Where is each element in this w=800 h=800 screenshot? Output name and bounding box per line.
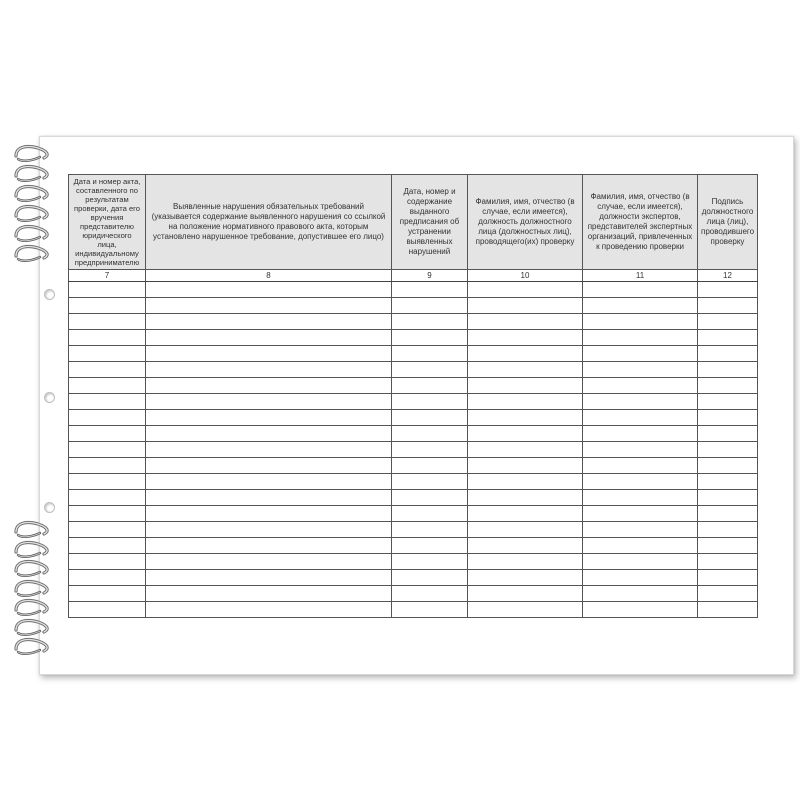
table-cell[interactable] (468, 474, 583, 490)
table-cell[interactable] (146, 586, 392, 602)
table-cell[interactable] (583, 554, 698, 570)
table-cell[interactable] (146, 330, 392, 346)
table-cell[interactable] (392, 442, 468, 458)
table-cell[interactable] (392, 298, 468, 314)
table-cell[interactable] (698, 330, 758, 346)
punch-hole (44, 289, 55, 300)
table-row (69, 586, 758, 602)
column-number: 7 (69, 270, 146, 282)
table-cell[interactable] (583, 602, 698, 618)
table-cell[interactable] (146, 298, 392, 314)
column-number-row (69, 270, 758, 282)
table-row (69, 394, 758, 410)
column-number: 11 (583, 270, 698, 282)
table-cell[interactable] (583, 410, 698, 426)
table-row (69, 458, 758, 474)
table-cell[interactable] (392, 410, 468, 426)
table-cell[interactable] (468, 378, 583, 394)
table-cell[interactable] (698, 442, 758, 458)
table-cell[interactable] (146, 474, 392, 490)
table-cell[interactable] (468, 538, 583, 554)
table-cell[interactable] (698, 282, 758, 298)
table-cell[interactable] (698, 554, 758, 570)
table-cell[interactable] (468, 314, 583, 330)
table-cell[interactable] (69, 586, 146, 602)
table-cell[interactable] (583, 330, 698, 346)
table-cell[interactable] (468, 410, 583, 426)
table-cell[interactable] (698, 490, 758, 506)
table-cell[interactable] (69, 458, 146, 474)
table-cell[interactable] (392, 282, 468, 298)
table-cell[interactable] (698, 538, 758, 554)
table-row (69, 490, 758, 506)
table-row (69, 602, 758, 618)
table-cell[interactable] (69, 378, 146, 394)
table-cell[interactable] (468, 586, 583, 602)
table-cell[interactable] (468, 602, 583, 618)
table-cell[interactable] (583, 394, 698, 410)
table-cell[interactable] (146, 314, 392, 330)
header-inspector-name: Фамилия, имя, отчество (в случае, если имеется), должность должностного лица (должностных лиц), проводящего(их) проверку (468, 175, 583, 270)
table-cell[interactable] (698, 346, 758, 362)
table-row (69, 330, 758, 346)
table-cell[interactable] (468, 362, 583, 378)
spiral-coil (14, 617, 52, 637)
table-cell[interactable] (146, 346, 392, 362)
table-cell[interactable] (69, 346, 146, 362)
table-cell[interactable] (583, 458, 698, 474)
table-cell[interactable] (69, 554, 146, 570)
spiral-coil (14, 539, 52, 559)
table-cell[interactable] (146, 394, 392, 410)
table-cell[interactable] (468, 458, 583, 474)
table-cell[interactable] (146, 458, 392, 474)
table-cell[interactable] (392, 394, 468, 410)
table-cell[interactable] (583, 442, 698, 458)
table-cell[interactable] (392, 586, 468, 602)
table-cell[interactable] (583, 298, 698, 314)
table-cell[interactable] (392, 570, 468, 586)
table-cell[interactable] (468, 442, 583, 458)
table-row (69, 442, 758, 458)
table-cell[interactable] (583, 522, 698, 538)
table-cell[interactable] (468, 426, 583, 442)
table-cell[interactable] (146, 282, 392, 298)
table-cell[interactable] (698, 458, 758, 474)
table-row (69, 426, 758, 442)
table-row (69, 314, 758, 330)
header-act-date-number: Дата и номер акта, составленного по результатам проверки, дата его вручения представителю юридического лица, индивидуальному предпринимателю (69, 175, 146, 270)
table-cell[interactable] (69, 298, 146, 314)
table-cell[interactable] (698, 506, 758, 522)
table-row (69, 378, 758, 394)
table-cell[interactable] (69, 442, 146, 458)
table-cell[interactable] (698, 522, 758, 538)
table-cell[interactable] (698, 586, 758, 602)
table-cell[interactable] (69, 362, 146, 378)
table-cell[interactable] (468, 490, 583, 506)
column-number: 10 (468, 270, 583, 282)
table-cell[interactable] (583, 378, 698, 394)
header-row (69, 175, 758, 270)
spiral-coil (14, 143, 52, 163)
spiral-coil (14, 203, 52, 223)
table-cell[interactable] (69, 490, 146, 506)
column-number: 8 (146, 270, 392, 282)
table-cell[interactable] (146, 442, 392, 458)
column-number: 12 (698, 270, 758, 282)
spiral-coil (14, 558, 52, 578)
table-row (69, 298, 758, 314)
table-cell[interactable] (392, 602, 468, 618)
table-cell[interactable] (69, 330, 146, 346)
table-cell[interactable] (583, 362, 698, 378)
table-cell[interactable] (69, 522, 146, 538)
table-cell[interactable] (583, 474, 698, 490)
table-cell[interactable] (146, 426, 392, 442)
table-cell[interactable] (698, 410, 758, 426)
table-cell[interactable] (69, 570, 146, 586)
spiral-coil (14, 578, 52, 598)
table-cell[interactable] (698, 426, 758, 442)
table-cell[interactable] (468, 330, 583, 346)
spiral-coil (14, 243, 52, 263)
table-cell[interactable] (392, 346, 468, 362)
table-cell[interactable] (392, 554, 468, 570)
table-cell[interactable] (698, 570, 758, 586)
table-cell[interactable] (146, 538, 392, 554)
table-cell[interactable] (468, 394, 583, 410)
table-cell[interactable] (392, 426, 468, 442)
table-cell[interactable] (468, 298, 583, 314)
spiral-coil (14, 163, 52, 183)
table-cell[interactable] (583, 570, 698, 586)
table-cell[interactable] (583, 314, 698, 330)
table-row (69, 538, 758, 554)
table-cell[interactable] (698, 394, 758, 410)
table-cell[interactable] (146, 410, 392, 426)
column-number: 9 (392, 270, 468, 282)
table-cell[interactable] (698, 602, 758, 618)
table-cell[interactable] (69, 410, 146, 426)
table-cell[interactable] (69, 394, 146, 410)
punch-hole (44, 502, 55, 513)
table-cell[interactable] (146, 490, 392, 506)
table-cell[interactable] (146, 570, 392, 586)
table-cell[interactable] (392, 522, 468, 538)
inspection-log-table (68, 174, 758, 618)
table-cell[interactable] (583, 426, 698, 442)
table-cell[interactable] (468, 506, 583, 522)
table-cell[interactable] (392, 330, 468, 346)
table-cell[interactable] (468, 522, 583, 538)
table-cell[interactable] (392, 538, 468, 554)
table-cell[interactable] (583, 506, 698, 522)
spiral-coil (14, 636, 52, 656)
table-row (69, 506, 758, 522)
table-cell[interactable] (392, 474, 468, 490)
table-cell[interactable] (146, 554, 392, 570)
table-cell[interactable] (698, 298, 758, 314)
table-cell[interactable] (468, 554, 583, 570)
table-cell[interactable] (69, 282, 146, 298)
table-row (69, 554, 758, 570)
table-row (69, 346, 758, 362)
table-cell[interactable] (146, 362, 392, 378)
table-cell[interactable] (392, 458, 468, 474)
table-row (69, 362, 758, 378)
table-cell[interactable] (583, 586, 698, 602)
table-cell[interactable] (698, 314, 758, 330)
table-cell[interactable] (392, 506, 468, 522)
inspection-log-table-wrap (68, 174, 757, 618)
table-cell[interactable] (468, 570, 583, 586)
table-cell[interactable] (69, 426, 146, 442)
table-cell[interactable] (146, 378, 392, 394)
table-cell[interactable] (392, 314, 468, 330)
table-row (69, 474, 758, 490)
punch-hole (44, 392, 55, 403)
header-signature: Подпись должностного лица (лиц), проводившего проверку (698, 175, 758, 270)
table-row (69, 410, 758, 426)
spiral-coil (14, 519, 52, 539)
spiral-coil (14, 183, 52, 203)
table-row (69, 522, 758, 538)
table-cell[interactable] (583, 538, 698, 554)
table-cell[interactable] (69, 506, 146, 522)
table-cell[interactable] (583, 346, 698, 362)
table-cell[interactable] (69, 602, 146, 618)
table-cell[interactable] (583, 490, 698, 506)
table-cell[interactable] (392, 362, 468, 378)
spiral-coil (14, 223, 52, 243)
header-prescription: Дата, номер и содержание выданного предписания об устранении выявленных нарушений (392, 175, 468, 270)
table-cell[interactable] (468, 346, 583, 362)
table-cell[interactable] (698, 362, 758, 378)
table-cell[interactable] (69, 474, 146, 490)
table-row (69, 282, 758, 298)
header-violations: Выявленные нарушения обязательных требований (указывается содержание выявленного нарушения со ссылкой на положение нормативного правового акта, которым установлено нарушенное требование, допустившее его лицо) (146, 175, 392, 270)
header-experts-name: Фамилия, имя, отчество (в случае, если имеется), должности экспертов, представителей экспертных организаций, привлеченных к проведению проверки (583, 175, 698, 270)
table-cell[interactable] (392, 490, 468, 506)
table-cell[interactable] (698, 474, 758, 490)
table-cell[interactable] (69, 538, 146, 554)
table-row (69, 570, 758, 586)
table-cell[interactable] (146, 522, 392, 538)
table-cell[interactable] (468, 282, 583, 298)
table-cell[interactable] (583, 282, 698, 298)
table-cell[interactable] (146, 506, 392, 522)
table-cell[interactable] (69, 314, 146, 330)
table-cell[interactable] (698, 378, 758, 394)
table-cell[interactable] (146, 602, 392, 618)
spiral-coil (14, 597, 52, 617)
table-cell[interactable] (392, 378, 468, 394)
